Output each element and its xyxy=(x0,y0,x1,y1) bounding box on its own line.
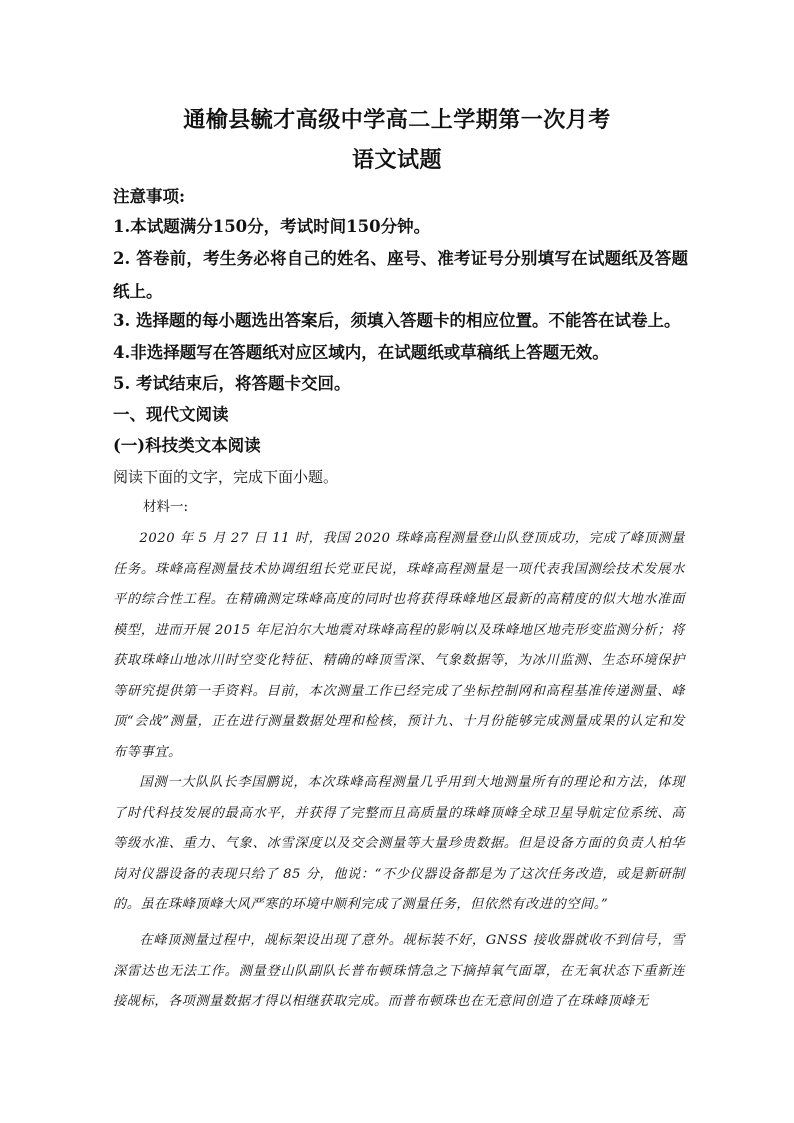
exam-title: 通榆县毓才高级中学高二上学期第一次月考 xyxy=(183,107,611,133)
section-heading: 一、现代文阅读 xyxy=(113,405,229,424)
paragraph-2: 国测一大队队长李国鹏说，本次珠峰高程测量几乎用到大地测量所有的理论和方法，体现了时代科技发展的最高水平，并获得了完整而且高质量的珠峰顶峰全球卫星导航定位系统、高等级水准、重力、气象、冰雪深度以及交会测量等大量珍贵数据。但是设备方面的负责人柏华岗对仪器设备的表现只给了 85 分，他说：“不少仪器设备都是为了这次任务改造，或是新研制的。虽在珠峰顶峰大风严寒的环境中顺利完成了测量任务，但依然有改进的空间。” xyxy=(113,775,685,912)
notice-item-3: 3. 选择题的每小题选出答案后，须填入答题卡的相应位置。不能答在试卷上。 xyxy=(113,311,681,330)
notice-item-1: 1.本试题满分150分，考试时间150分钟。 xyxy=(113,217,431,236)
notice-item-2: 2. 答卷前，考生务必将自己的姓名、座号、准考证号分别填写在试题纸及答题纸上。 xyxy=(113,249,688,301)
notice-item-5: 5. 考试结束后，将答题卡交回。 xyxy=(113,374,351,393)
paragraph-1: 2020 年 5 月 27 日 11 时，我国 2020 珠峰高程测量登山队登顶成功，完成了峰顶测量任务。珠峰高程测量技术协调组组长党亚民说，珠峰高程测量是一项代表我国测绘技术发展水平的综合性工程。在精确测定珠峰高度的同时也将获得珠峰地区最新的高精度的似大地水准面模型，进而开展 2015 年尼泊尔大地震对珠峰高程的影响以及珠峰地区地壳形变监测分析；将获取珠峰山地冰川时空变化特征、精确的峰顶雪深、气象数据等，为冰川监测、生态环境保护等研究提供第一手资料。目前，本次测量工作已经完成了坐标控制网和高程基准传递测量、峰顶“会战”测量，正在进行测量数据处理和检核，预计九、十月份能够完成测量成果的认定和发布等事宜。 xyxy=(113,531,685,760)
notice-item-4: 4.非选择题写在答题纸对应区域内，在试题纸或草稿纸上答题无效。 xyxy=(113,343,609,362)
reading-instruction: 阅读下面的文字，完成下面小题。 xyxy=(113,468,339,486)
exam-subtitle: 语文试题 xyxy=(351,147,442,173)
paragraph-3: 在峰顶测量过程中，觇标架设出现了意外。觇标装不好，GNSS 接收器就收不到信号，雪深雷达也无法工作。测量登山队副队长普布顿珠情急之下摘掉氧气面罩，在无氧状态下重新连接觇标，各项测量数据才得以相继获取完成。而普布顿珠也在无意间创造了在珠峰顶峰无 xyxy=(113,933,685,1009)
section-subheading: (一)科技类文本阅读 xyxy=(113,436,261,455)
material-label: 材料一: xyxy=(143,499,189,515)
notice-heading: 注意事项: xyxy=(113,187,186,206)
